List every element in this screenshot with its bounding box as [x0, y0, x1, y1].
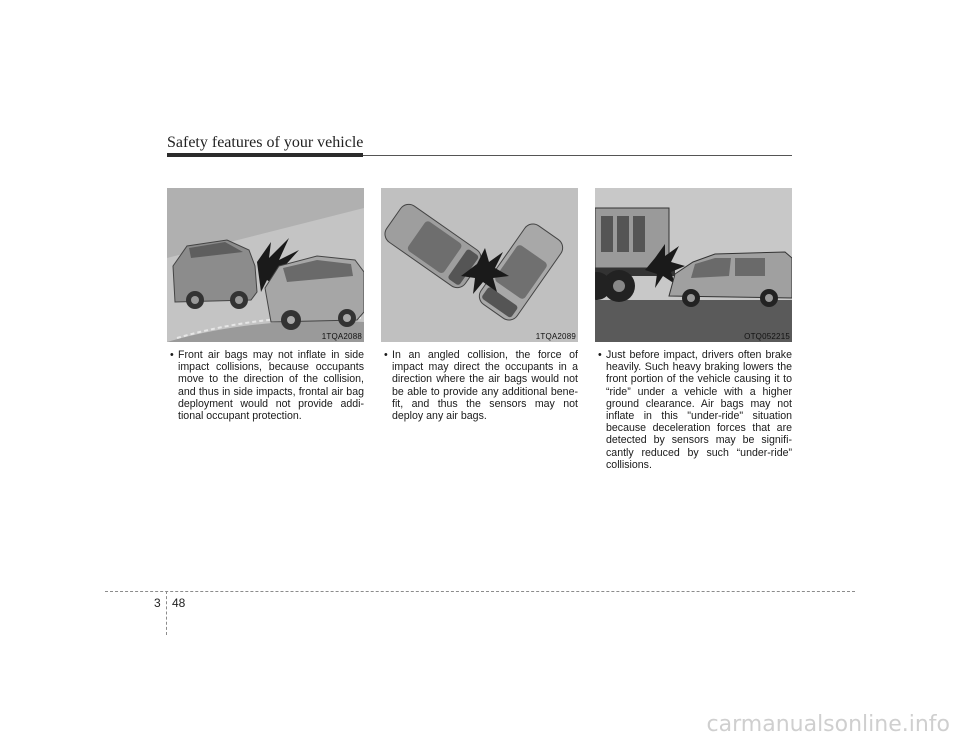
header-rule-thick [167, 153, 363, 157]
header-rule-thin [363, 155, 792, 156]
watermark: carmanualsonline.info [706, 712, 950, 737]
figure-code: OTQ052215 [744, 332, 790, 341]
bullet-icon: • [384, 349, 388, 361]
bullet-text: Just before impact, drivers often brake heavily. Such heavy braking lowers the front portion of the vehicle causing it to “ride” under a vehicle with a higher ground clearance. Air bags may not inflate in this "under-ride" situation because deceleration forces that are detected by sensors may be signifi- cantly reduced by such “under-ride” collisions. [606, 349, 792, 471]
figure-code: 1TQA2089 [535, 332, 576, 341]
figure-column-side-impact [167, 188, 364, 422]
bullet-icon: • [170, 349, 174, 361]
list-item [595, 349, 792, 471]
bullet-text: Front air bags may not inflate in side impact collisions, because occupants move to the direction of the collision, and thus in side impacts, frontal air bag deployment would not provide addi- tional occupant protection. [178, 349, 364, 423]
footer-rule [105, 591, 855, 592]
footer-rule-vertical [166, 591, 167, 635]
bullet-text: In an angled collision, the force of impact may direct the occupants in a direction where the air bags would not be able to provide any additional bene- fit, and thus the sensors may not deploy any air bags. [392, 349, 578, 423]
side-impact-drawing [167, 188, 364, 342]
bullet-icon: • [598, 349, 602, 361]
list-item [381, 349, 578, 422]
under-ride-illustration [595, 188, 792, 342]
angled-collision-drawing [381, 188, 578, 342]
under-ride-drawing [595, 188, 792, 342]
page-number: 48 [172, 596, 186, 610]
section-title: Safety features of your vehicle [167, 134, 364, 151]
section-number: 3 [154, 596, 161, 610]
angled-collision-illustration [381, 188, 578, 342]
list-item [167, 349, 364, 422]
figure-column-under-ride [595, 188, 792, 471]
side-impact-illustration [167, 188, 364, 342]
figure-column-angled-collision [381, 188, 578, 422]
figure-code: 1TQA2088 [321, 332, 362, 341]
